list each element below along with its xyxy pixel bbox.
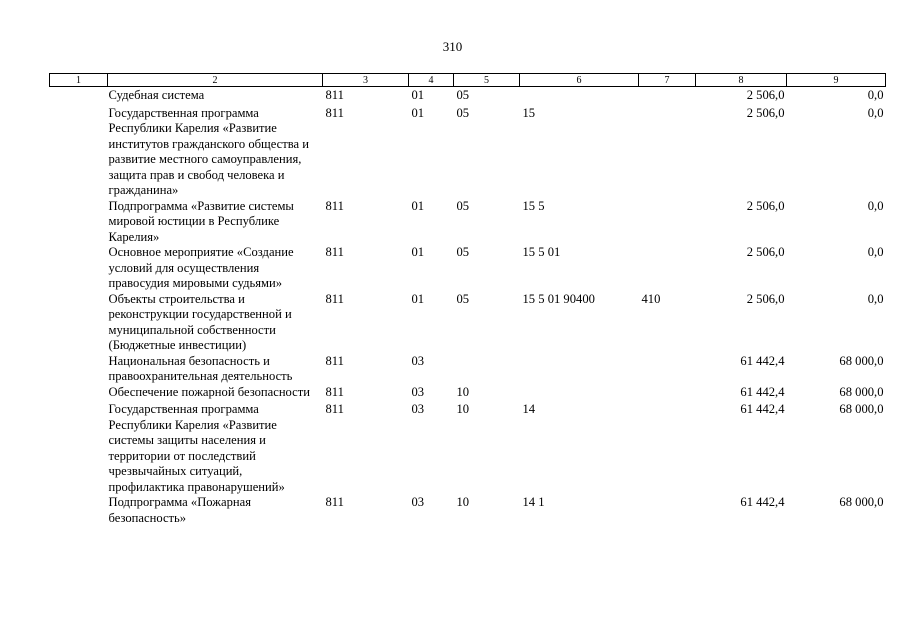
cell-section: 03 xyxy=(411,402,425,416)
cell-subsection: 05 xyxy=(456,88,470,102)
column-header-8: 8 xyxy=(696,74,787,87)
cell-amount-year2: 0,0 xyxy=(867,245,884,259)
cell-empty xyxy=(50,292,108,354)
cell-expense-type xyxy=(639,402,696,495)
table-row xyxy=(50,385,886,403)
header-row xyxy=(50,74,886,87)
cell-expense-type xyxy=(639,354,696,385)
cell-empty xyxy=(50,495,108,526)
cell-target-article: 14 1 xyxy=(522,495,545,509)
row-name: Подпрограмма «Развитие системы мировой юстиции в Республике Карелия» xyxy=(108,198,294,244)
cell-section: 01 xyxy=(411,198,425,213)
cell-amount-year1: 61 442,4 xyxy=(740,384,785,399)
page-number: 310 xyxy=(442,39,463,54)
cell-admin-code: 811 xyxy=(325,105,344,120)
cell-amount-year2: 0,0 xyxy=(867,198,884,213)
table-row xyxy=(50,106,886,199)
cell-section: 03 xyxy=(411,495,425,509)
cell-admin-code: 811 xyxy=(325,88,344,102)
cell-subsection: 10 xyxy=(456,384,470,399)
cell-section: 01 xyxy=(411,245,425,259)
cell-subsection: 05 xyxy=(456,198,470,213)
cell-section: 01 xyxy=(411,291,425,306)
cell-admin-code: 811 xyxy=(325,353,344,368)
cell-section: 01 xyxy=(411,105,425,120)
cell-amount-year1: 61 442,4 xyxy=(740,402,785,416)
cell-amount-year1: 61 442,4 xyxy=(740,495,785,509)
budget-table xyxy=(49,73,886,526)
cell-subsection: 10 xyxy=(456,495,470,509)
column-header-5: 5 xyxy=(454,74,520,87)
table-row xyxy=(50,495,886,526)
cell-amount-year1: 2 506,0 xyxy=(746,105,785,120)
row-name: Национальная безопасность и правоохранительная деятельность xyxy=(108,353,293,383)
row-name: Основное мероприятие «Создание условий для осуществления правосудия мировыми судьями» xyxy=(108,245,294,290)
table-row xyxy=(50,354,886,385)
table-header xyxy=(50,74,886,87)
cell-empty xyxy=(50,354,108,385)
cell-target-article: 15 5 01 xyxy=(522,245,561,259)
cell-target-article: 14 xyxy=(522,402,536,416)
cell-admin-code: 811 xyxy=(325,291,344,306)
cell-expense-type xyxy=(639,87,696,106)
column-header-9: 9 xyxy=(787,74,886,87)
cell-amount-year1: 2 506,0 xyxy=(746,291,785,306)
cell-section: 03 xyxy=(411,384,425,399)
cell-amount-year2: 68 000,0 xyxy=(839,384,884,399)
cell-expense-type xyxy=(639,106,696,199)
cell-empty xyxy=(50,385,108,403)
cell-empty xyxy=(50,87,108,106)
cell-amount-year2: 0,0 xyxy=(867,105,884,120)
column-header-4: 4 xyxy=(409,74,454,87)
column-header-3: 3 xyxy=(323,74,409,87)
cell-admin-code: 811 xyxy=(325,495,344,509)
cell-section: 01 xyxy=(411,88,425,102)
cell-subsection: 10 xyxy=(456,402,470,416)
cell-target-article: 15 xyxy=(522,105,536,120)
cell-empty xyxy=(50,106,108,199)
cell-expense-type: 410 xyxy=(641,291,661,306)
cell-empty xyxy=(50,199,108,246)
cell-expense-type xyxy=(639,385,696,403)
row-name: Объекты строительства и реконструкции государственной и муниципальной собственности (Бюджетные инвестиции) xyxy=(108,291,292,352)
table-row xyxy=(50,87,886,106)
cell-target-article xyxy=(520,87,639,106)
cell-target-article xyxy=(520,354,639,385)
cell-admin-code: 811 xyxy=(325,384,344,399)
cell-target-article: 15 5 01 90400 xyxy=(522,291,595,306)
table-row xyxy=(50,245,886,292)
cell-section: 03 xyxy=(411,353,425,368)
cell-admin-code: 811 xyxy=(325,245,344,259)
row-name: Подпрограмма «Пожарная безопасность» xyxy=(108,495,251,525)
cell-amount-year2: 0,0 xyxy=(867,88,884,102)
cell-empty xyxy=(50,402,108,495)
cell-amount-year2: 0,0 xyxy=(867,291,884,306)
cell-admin-code: 811 xyxy=(325,198,344,213)
cell-expense-type xyxy=(639,495,696,526)
cell-amount-year1: 2 506,0 xyxy=(746,198,785,213)
row-name: Обеспечение пожарной безопасности xyxy=(108,384,311,399)
table-row xyxy=(50,199,886,246)
cell-amount-year2: 68 000,0 xyxy=(839,495,884,509)
cell-subsection: 05 xyxy=(456,105,470,120)
table-row xyxy=(50,402,886,495)
cell-admin-code: 811 xyxy=(325,402,344,416)
cell-subsection: 05 xyxy=(456,245,470,259)
column-header-1: 1 xyxy=(50,74,108,87)
cell-expense-type xyxy=(639,199,696,246)
cell-empty xyxy=(50,245,108,292)
table-body xyxy=(50,87,886,527)
cell-amount-year2: 68 000,0 xyxy=(839,353,884,368)
column-header-6: 6 xyxy=(520,74,639,87)
column-header-2: 2 xyxy=(108,74,323,87)
cell-amount-year1: 2 506,0 xyxy=(746,245,785,259)
cell-amount-year2: 68 000,0 xyxy=(839,402,884,416)
row-name: Судебная система xyxy=(108,88,205,102)
cell-target-article xyxy=(520,385,639,403)
cell-subsection: 05 xyxy=(456,291,470,306)
cell-target-article: 15 5 xyxy=(522,198,545,213)
row-name: Государственная программа Республики Карелия «Развитие системы защиты населения и территории от последствий чрезвычайных ситуаций, профилактика правонарушений» xyxy=(108,402,285,494)
row-name: Государственная программа Республики Карелия «Развитие институтов гражданского общества и развитие местного самоуправления, защита прав и свобод человека и гражданина» xyxy=(108,105,309,197)
cell-amount-year1: 2 506,0 xyxy=(746,88,785,102)
cell-subsection xyxy=(454,354,520,385)
cell-expense-type xyxy=(639,245,696,292)
cell-amount-year1: 61 442,4 xyxy=(740,353,785,368)
table-row xyxy=(50,292,886,354)
column-header-7: 7 xyxy=(639,74,696,87)
